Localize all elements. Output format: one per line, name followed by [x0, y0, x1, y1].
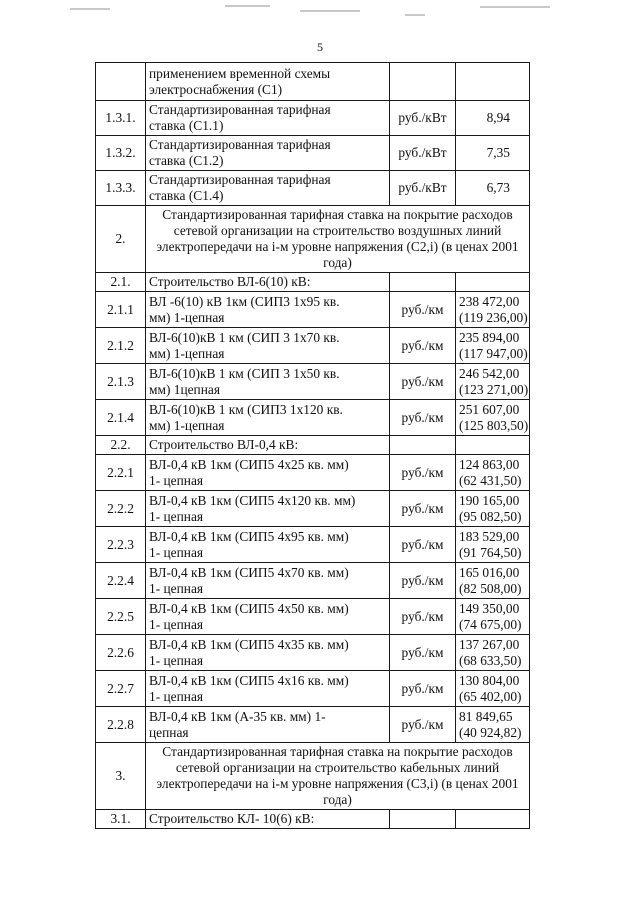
text-line: ставка (С1.2) [149, 153, 224, 168]
text-line: 7,35 [486, 145, 510, 160]
text-line: Стандартизированная тарифная ставка на покрытие расходов [162, 207, 513, 222]
text-line: электропередачи на i-м уровне напряжения (С3,i) (в ценах 2001 [156, 776, 519, 791]
unit-cell [390, 436, 456, 455]
subsection-title [146, 273, 390, 292]
scan-artifact [405, 14, 425, 16]
unit-cell [390, 273, 456, 292]
text-line: 165 016,00 [459, 564, 520, 580]
section-header-text [146, 743, 530, 810]
value-cell [456, 101, 530, 136]
text-line: ВЛ-6(10)кВ 1 км (СИП 3 1х50 кв. [149, 365, 340, 381]
row-number: 2.2.2 [96, 491, 146, 527]
text-line: ВЛ-0,4 кВ 1км (СИП5 4х95 кв. мм) [149, 528, 349, 544]
tariff-table-body [96, 63, 530, 829]
table-row [96, 491, 530, 527]
row-number: 2.2.4 [96, 563, 146, 599]
value-cell [456, 63, 530, 101]
row-number: 2.1.2 [96, 328, 146, 364]
text-line: ВЛ-0,4 кВ 1км (СИП5 4х120 кв. мм) [149, 492, 356, 508]
table-row [96, 63, 530, 101]
item-name [146, 171, 390, 206]
text-line: ВЛ-0,4 кВ 1км (СИП5 4х35 кв. мм) [149, 636, 349, 652]
text-line: Строительство ВЛ-0,4 кВ: [149, 437, 299, 452]
row-number: 2.2.3 [96, 527, 146, 563]
section-header-text [146, 206, 530, 273]
text-line: (62 431,50) [459, 472, 522, 488]
subsection-row [96, 436, 530, 455]
item-name [146, 292, 390, 328]
text-line: Стандартизированная тарифная [149, 137, 331, 152]
table-row [96, 707, 530, 743]
item-name [146, 707, 390, 743]
text-line: (117 947,00) [459, 345, 528, 361]
unit-cell: руб./км [390, 671, 456, 707]
text-line: ставка (С1.1) [149, 118, 224, 133]
row-number: 2.1. [96, 273, 146, 292]
item-name [146, 455, 390, 491]
row-number: 2.2. [96, 436, 146, 455]
unit-cell: руб./км [390, 527, 456, 563]
text-line: 1- цепная [149, 688, 204, 704]
text-line: ВЛ-0,4 кВ 1км (А-35 кв. мм) 1- [149, 708, 326, 724]
value-cell [456, 436, 530, 455]
row-number: 2.2.5 [96, 599, 146, 635]
value-cell [456, 171, 530, 206]
row-number: 2.2.6 [96, 635, 146, 671]
text-line: ВЛ-0,4 кВ 1км (СИП5 4х50 кв. мм) [149, 600, 349, 616]
text-line: ВЛ-0,4 кВ 1км (СИП5 4х70 кв. мм) [149, 564, 349, 580]
text-line: ставка (С1.4) [149, 188, 224, 203]
item-name [146, 63, 390, 101]
row-number: 2.2.1 [96, 455, 146, 491]
item-name [146, 527, 390, 563]
subsection-row [96, 810, 530, 829]
value-cell [456, 136, 530, 171]
unit-cell: руб./км [390, 599, 456, 635]
row-number: 2.2.7 [96, 671, 146, 707]
unit-cell: руб./кВт [390, 101, 456, 136]
text-line: ВЛ-6(10)кВ 1 км (СИП3 1х120 кв. [149, 401, 343, 417]
item-name [146, 635, 390, 671]
unit-cell: руб./км [390, 635, 456, 671]
row-number: 2. [96, 206, 146, 273]
unit-cell: руб./км [390, 491, 456, 527]
text-line: Стандартизированная тарифная [149, 102, 331, 117]
row-number: 3. [96, 743, 146, 810]
table-row [96, 328, 530, 364]
item-name [146, 400, 390, 436]
value-cell [456, 292, 530, 328]
text-line: мм) 1-цепная [149, 345, 225, 361]
text-line: 1- цепная [149, 652, 204, 668]
text-line: мм) 1-цепная [149, 309, 225, 325]
text-line: 1- цепная [149, 544, 204, 560]
unit-cell: руб./км [390, 707, 456, 743]
scan-artifact [300, 10, 360, 12]
text-line: (125 803,50) [459, 417, 529, 433]
text-line: сетевой организации на строительство воздушных линий [173, 223, 502, 238]
table-row [96, 364, 530, 400]
text-line: мм) 1-цепная [149, 417, 225, 433]
table-row [96, 599, 530, 635]
scan-artifact [70, 8, 110, 10]
table-row [96, 563, 530, 599]
value-cell [456, 635, 530, 671]
text-line: мм) 1цепная [149, 381, 220, 397]
text-line: ВЛ -6(10) кВ 1км (СИП3 1х95 кв. [149, 293, 340, 309]
text-line: цепная [149, 724, 189, 740]
value-cell [456, 400, 530, 436]
page-number: 5 [317, 40, 323, 54]
value-cell [456, 491, 530, 527]
text-line: ВЛ-6(10)кВ 1 км (СИП 3 1х70 кв. [149, 329, 340, 345]
row-number: 2.2.8 [96, 707, 146, 743]
text-line: 149 350,00 [459, 600, 520, 616]
table-row [96, 671, 530, 707]
text-line: 1- цепная [149, 508, 204, 524]
section-header-row [96, 743, 530, 810]
text-line: 8,94 [486, 110, 510, 125]
item-name [146, 563, 390, 599]
text-line: 238 472,00 [459, 293, 520, 309]
text-line: 235 894,00 [459, 329, 520, 345]
table-row [96, 171, 530, 206]
table-row [96, 292, 530, 328]
text-line: применением временной схемы [149, 65, 331, 81]
subsection-title [146, 810, 390, 829]
row-number: 1.3.3. [96, 171, 146, 206]
value-cell [456, 328, 530, 364]
subsection-row [96, 273, 530, 292]
unit-cell: руб./кВт [390, 171, 456, 206]
text-line: 81 849,65 [459, 708, 513, 724]
row-number: 1.3.2. [96, 136, 146, 171]
text-line: 183 529,00 [459, 528, 520, 544]
value-cell [456, 364, 530, 400]
row-number: 3.1. [96, 810, 146, 829]
text-line: 251 607,00 [459, 401, 520, 417]
row-number: 2.1.3 [96, 364, 146, 400]
value-cell [456, 810, 530, 829]
unit-cell: руб./кВт [390, 136, 456, 171]
text-line: Строительство КЛ- 10(6) кВ: [149, 811, 315, 826]
row-number: 1.3.1. [96, 101, 146, 136]
table-row [96, 101, 530, 136]
unit-cell: руб./км [390, 328, 456, 364]
table-row [96, 400, 530, 436]
text-line: 130 804,00 [459, 672, 520, 688]
text-line: (95 082,50) [459, 508, 522, 524]
value-cell [456, 671, 530, 707]
text-line: 6,73 [486, 180, 510, 195]
item-name [146, 364, 390, 400]
text-line: 124 863,00 [459, 456, 520, 472]
unit-cell: руб./км [390, 455, 456, 491]
unit-cell: руб./км [390, 292, 456, 328]
value-cell [456, 455, 530, 491]
item-name [146, 101, 390, 136]
scan-artifact [480, 6, 550, 8]
tariff-table [95, 62, 530, 829]
text-line: 137 267,00 [459, 636, 520, 652]
text-line: (40 924,82) [459, 724, 522, 740]
section-header-row [96, 206, 530, 273]
unit-cell: руб./км [390, 563, 456, 599]
scan-artifact [225, 5, 270, 7]
subsection-title [146, 436, 390, 455]
text-line: электроснабжения (С1) [149, 81, 283, 97]
item-name [146, 491, 390, 527]
unit-cell [390, 63, 456, 101]
table-row [96, 136, 530, 171]
table-row [96, 527, 530, 563]
unit-cell [390, 810, 456, 829]
text-line: (65 402,00) [459, 688, 522, 704]
text-line: 246 542,00 [459, 365, 520, 381]
text-line: 1- цепная [149, 580, 204, 596]
row-number: 2.1.4 [96, 400, 146, 436]
value-cell [456, 527, 530, 563]
text-line: года) [323, 255, 352, 270]
item-name [146, 136, 390, 171]
text-line: ВЛ-0,4 кВ 1км (СИП5 4х16 кв. мм) [149, 672, 349, 688]
text-line: Стандартизированная тарифная [149, 172, 331, 187]
text-line: (91 764,50) [459, 544, 522, 560]
item-name [146, 328, 390, 364]
unit-cell: руб./км [390, 400, 456, 436]
row-number [96, 63, 146, 101]
text-line: Строительство ВЛ-6(10) кВ: [149, 274, 311, 289]
value-cell [456, 707, 530, 743]
text-line: ВЛ-0,4 кВ 1км (СИП5 4х25 кв. мм) [149, 456, 349, 472]
text-line: (123 271,00) [459, 381, 529, 397]
table-row [96, 635, 530, 671]
text-line: (82 508,00) [459, 580, 522, 596]
text-line: 1- цепная [149, 472, 204, 488]
text-line: 190 165,00 [459, 492, 520, 508]
text-line: (74 675,00) [459, 616, 522, 632]
text-line: 1- цепная [149, 616, 204, 632]
table-row [96, 455, 530, 491]
value-cell [456, 563, 530, 599]
item-name [146, 599, 390, 635]
text-line: (119 236,00) [459, 309, 528, 325]
value-cell [456, 273, 530, 292]
text-line: электропередачи на i-м уровне напряжения (С2,i) (в ценах 2001 [156, 239, 519, 254]
item-name [146, 671, 390, 707]
row-number: 2.1.1 [96, 292, 146, 328]
unit-cell: руб./км [390, 364, 456, 400]
text-line: года) [323, 792, 352, 807]
text-line: сетевой организации на строительство кабельных линий [175, 760, 500, 775]
text-line: (68 633,50) [459, 652, 522, 668]
text-line: Стандартизированная тарифная ставка на покрытие расходов [162, 744, 513, 759]
value-cell [456, 599, 530, 635]
